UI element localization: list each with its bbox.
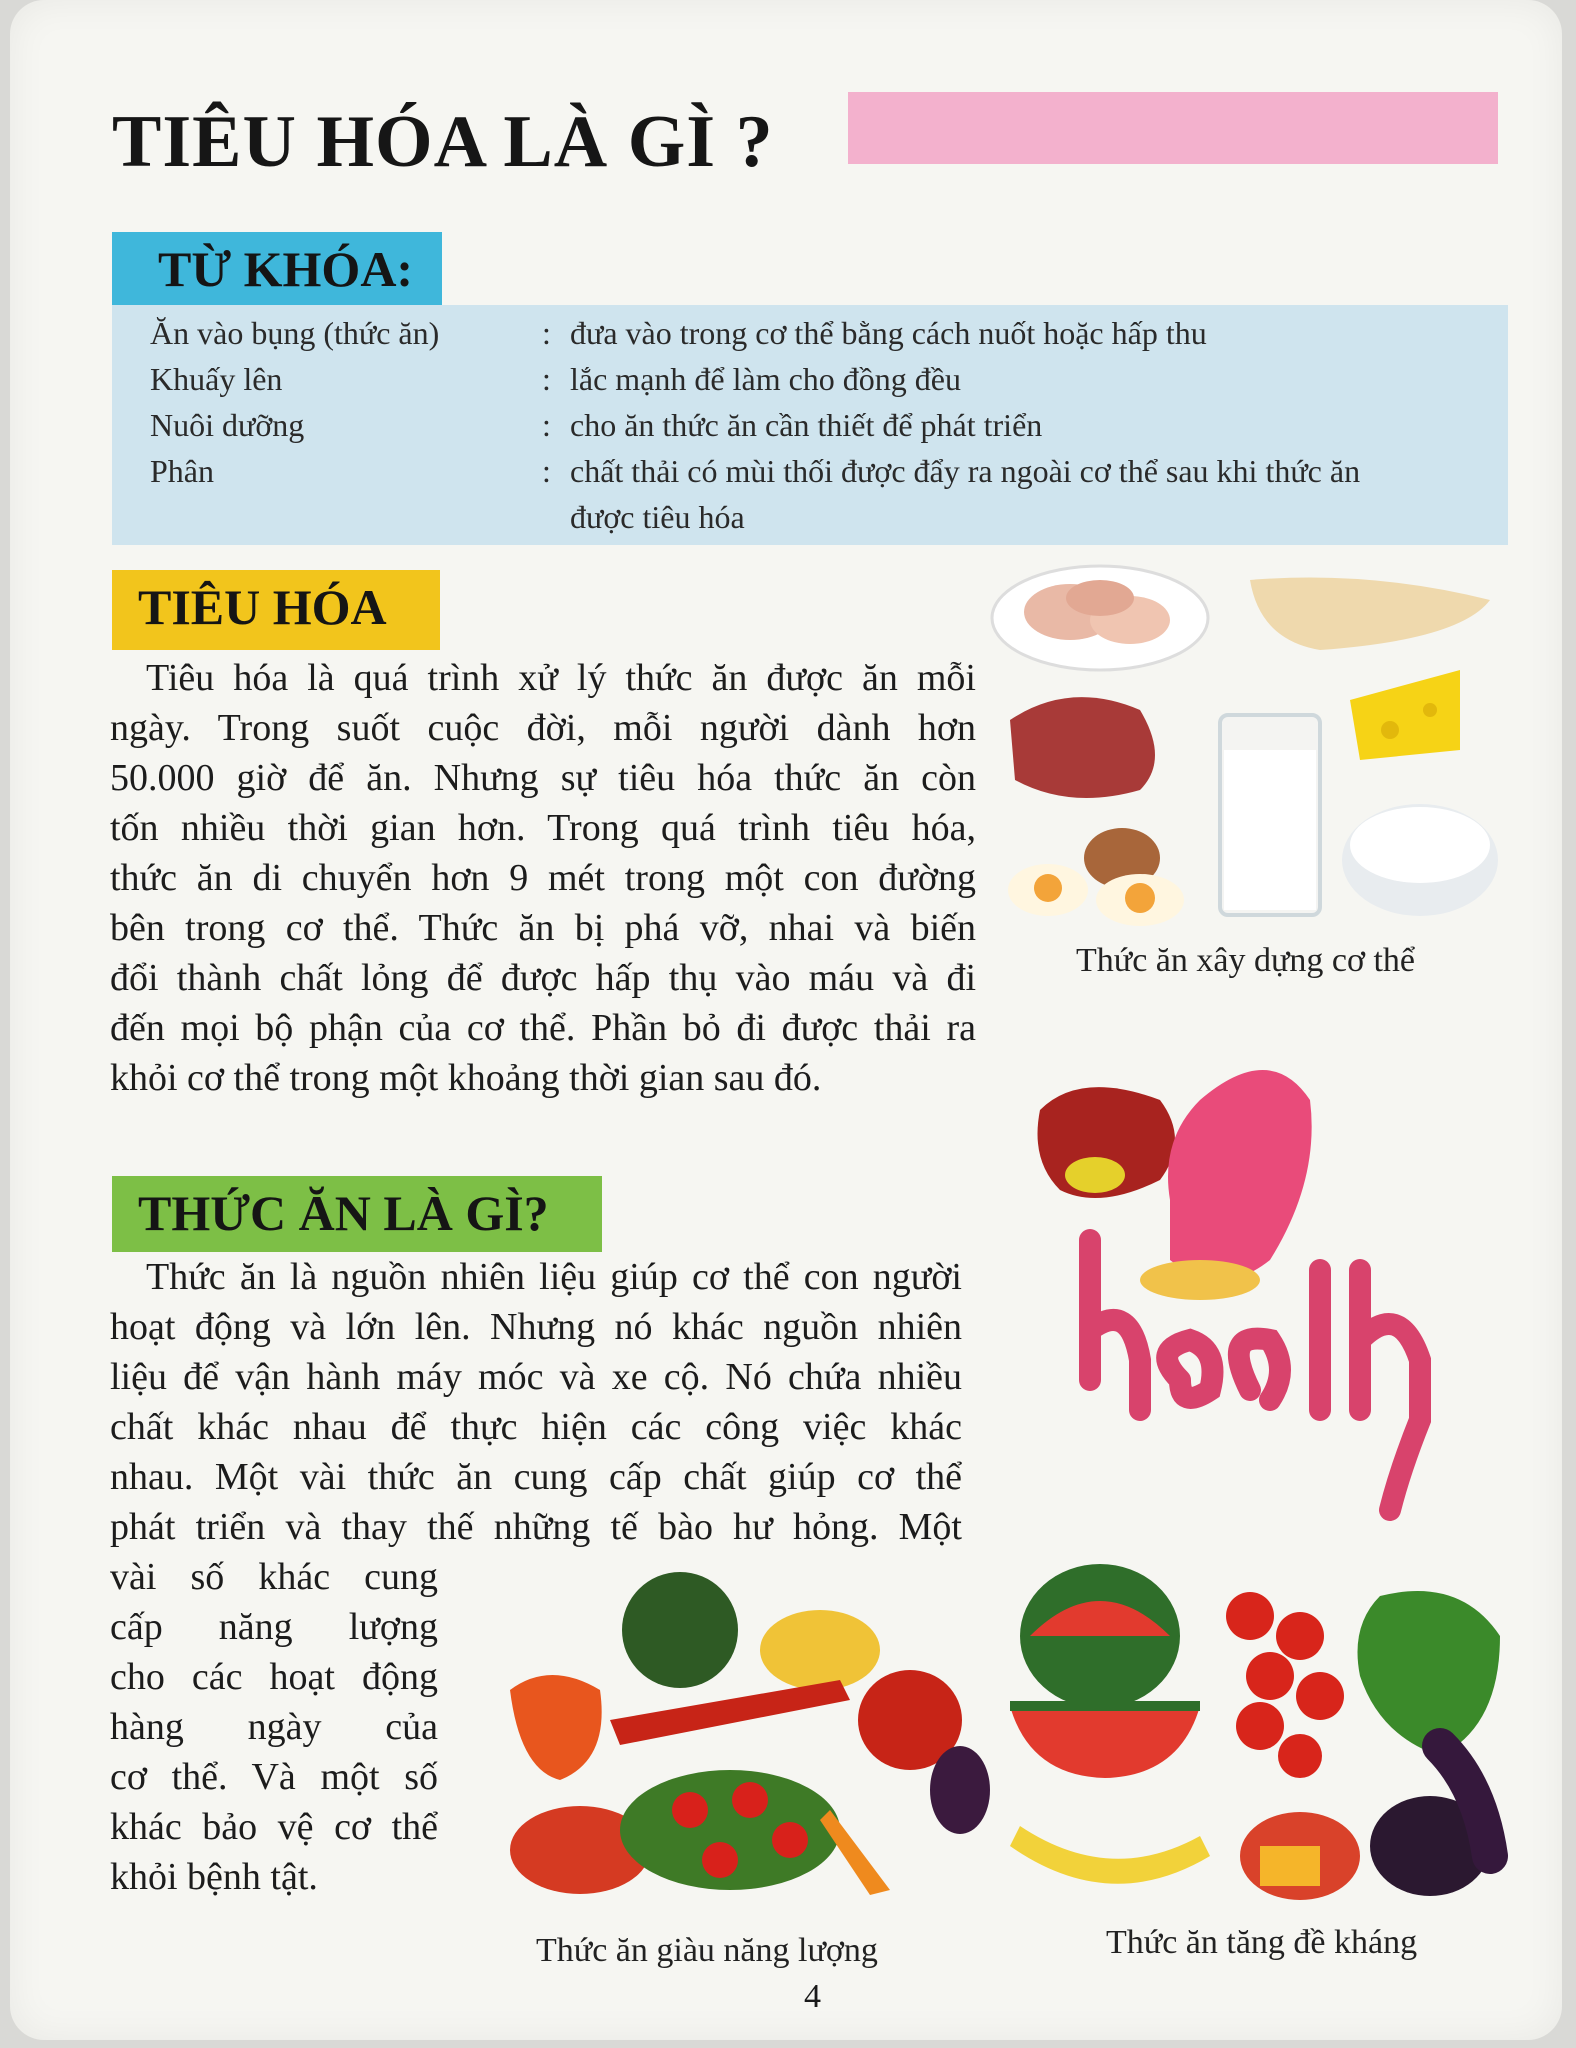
caption-energy-food: Thức ăn giàu năng lượng	[536, 1932, 878, 1969]
book-page	[10, 0, 1562, 2040]
keyword-definition: chất thải có mùi thối được đẩy ra ngoài cơ thể sau khi thức ăn	[570, 453, 1361, 489]
immunity-food-image	[1000, 1556, 1520, 1906]
text-line: cơ thể. Và một số	[110, 1756, 438, 1798]
text-line: liệu để vận hành máy móc và xe cộ. Nó chứa nhiều	[110, 1356, 962, 1398]
text-line: khỏi bệnh tật.	[110, 1856, 318, 1898]
text-line: đến mọi bộ phận của cơ thể. Phần bỏ đi được thải ra	[110, 1007, 976, 1049]
digestive-system-image	[1020, 1040, 1520, 1530]
section-heading-food: THỨC ĂN LÀ GÌ?	[112, 1176, 602, 1252]
keyword-definition: cho ăn thức ăn cần thiết để phát triển	[570, 407, 1043, 443]
text-line: ngày. Trong suốt cuộc đời, mỗi người dành hơn	[110, 707, 976, 749]
text-line: phát triển và thay thế những tế bào hư hỏng. Một	[110, 1506, 962, 1548]
keywords-heading: TỪ KHÓA:	[112, 232, 442, 306]
caption-immunity-food: Thức ăn tăng đề kháng	[1106, 1924, 1418, 1961]
text-line: Thức ăn là nguồn nhiên liệu giúp cơ thể con người	[146, 1256, 962, 1298]
section-heading-digestion: TIÊU HÓA	[112, 570, 440, 650]
keyword-colon: :	[542, 315, 551, 351]
text-line: Tiêu hóa là quá trình xử lý thức ăn được ăn mỗi	[146, 657, 976, 699]
text-line: tốn nhiều thời gian hơn. Trong quá trình tiêu hóa,	[110, 807, 976, 849]
keyword-colon: :	[542, 407, 551, 443]
building-food-image	[990, 560, 1510, 940]
keyword-colon: :	[542, 453, 551, 489]
text-line: khỏi cơ thể trong một khoảng thời gian sau đó.	[110, 1057, 822, 1099]
text-line: cấp năng lượng	[110, 1606, 438, 1648]
keyword-term: Ăn vào bụng (thức ăn)	[150, 315, 440, 351]
text-line: thức ăn di chuyển hơn 9 mét trong một con đường	[110, 857, 976, 899]
section-body-digestion	[110, 653, 976, 1103]
text-line: chất khác nhau để thực hiện các công việc khác	[110, 1406, 962, 1448]
keyword-definition: lắc mạnh để làm cho đồng đều	[570, 361, 961, 397]
keywords-box	[112, 305, 1508, 545]
keyword-term: Phân	[150, 453, 214, 489]
text-line: bên trong cơ thể. Thức ăn bị phá vỡ, nhai và biến	[110, 907, 976, 949]
section-body-food	[110, 1252, 962, 1552]
text-line: 50.000 giờ để ăn. Nhưng sự tiêu hóa thức ăn còn	[110, 757, 976, 799]
text-line: hoạt động và lớn lên. Nhưng nó khác nguồn nhiên	[110, 1306, 962, 1348]
text-line: hàng ngày của	[110, 1706, 438, 1748]
text-line: đổi thành chất lỏng để được hấp thụ vào máu và đi	[110, 957, 976, 999]
keyword-term: Khuấy lên	[150, 361, 283, 397]
page-number: 4	[804, 1978, 821, 2015]
text-line: cho các hoạt động	[110, 1656, 438, 1698]
energy-food-image	[490, 1570, 990, 1900]
text-line: vài số khác cung	[110, 1556, 438, 1598]
keyword-term: Nuôi dưỡng	[150, 407, 305, 443]
title-decor-bar	[848, 92, 1498, 164]
section-body-food-narrow	[110, 1552, 438, 1902]
caption-building-food: Thức ăn xây dựng cơ thể	[1076, 942, 1416, 979]
keyword-colon: :	[542, 361, 551, 397]
page-title: TIÊU HÓA LÀ GÌ ?	[112, 101, 774, 183]
text-line: khác bảo vệ cơ thể	[110, 1806, 438, 1848]
keyword-definition: đưa vào trong cơ thể bằng cách nuốt hoặc hấp thu	[570, 315, 1207, 351]
keyword-definition: được tiêu hóa	[570, 499, 745, 535]
text-line: nhau. Một vài thức ăn cung cấp chất giúp cơ thể	[110, 1456, 962, 1498]
